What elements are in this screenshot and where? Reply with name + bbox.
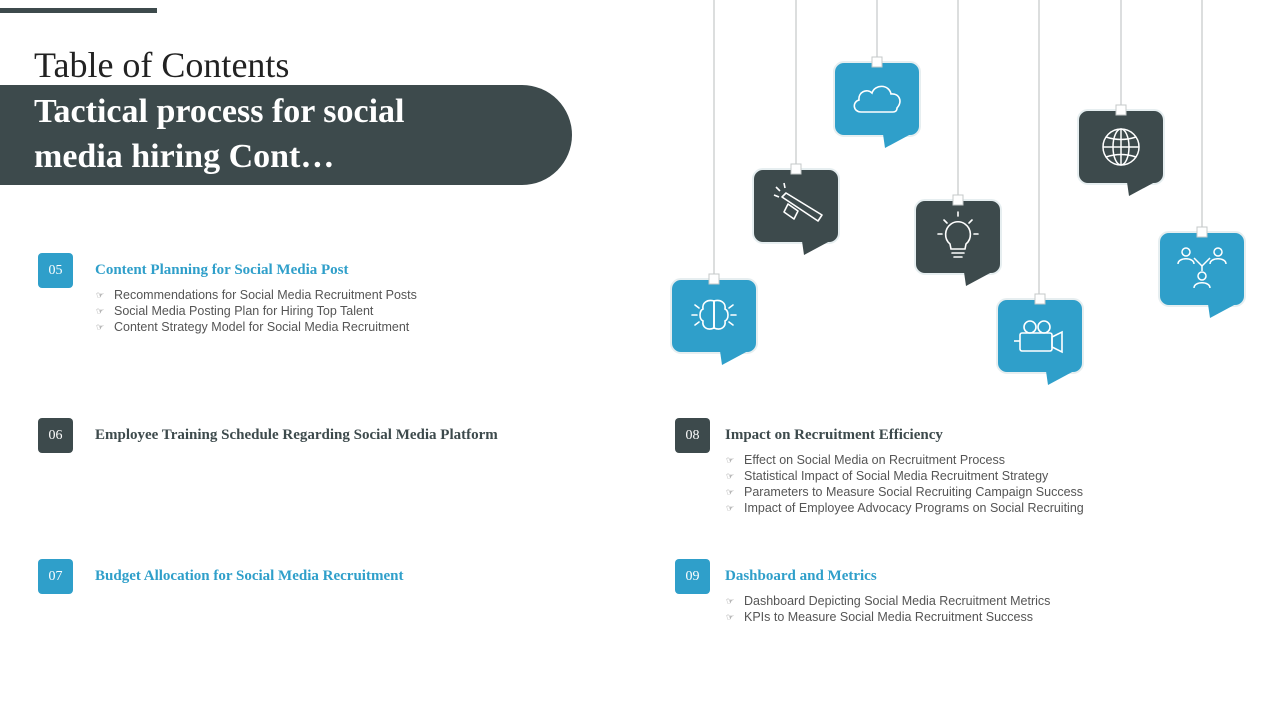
pointing-hand-icon: ☞	[96, 322, 105, 332]
title-line-2: media hiring Cont…	[34, 138, 335, 175]
toc-label: Table of Contents	[34, 45, 290, 85]
brain-tag	[670, 273, 758, 383]
bullet-list	[96, 287, 417, 335]
globe-icon	[1103, 129, 1139, 165]
list-item[interactable]: ☞ KPIs to Measure Social Media Recruitment Success	[726, 610, 1034, 624]
pointing-hand-icon: ☞	[726, 471, 735, 481]
section-title[interactable]: Content Planning for Social Media Post	[95, 262, 349, 278]
section-title[interactable]: Dashboard and Metrics	[725, 568, 877, 584]
list-item[interactable]: ☞ Effect on Social Media on Recruitment Process	[726, 453, 1006, 467]
lightbulb-tag	[914, 194, 1002, 304]
section-number: 08	[675, 418, 710, 453]
megaphone-tag	[752, 163, 840, 273]
globe-tag	[1077, 104, 1165, 214]
section-title[interactable]: Budget Allocation for Social Media Recruitment	[95, 568, 404, 584]
section-number: 05	[38, 253, 73, 288]
network-users-tag	[1158, 226, 1246, 336]
pointing-hand-icon: ☞	[726, 612, 735, 622]
section-title[interactable]: Impact on Recruitment Efficiency	[725, 427, 943, 443]
cloud-tag	[833, 56, 921, 166]
title-line-1: Tactical process for social	[34, 93, 405, 130]
list-item[interactable]: ☞ Social Media Posting Plan for Hiring Top Talent	[96, 304, 374, 318]
bullet-list	[726, 452, 1084, 516]
bullet-list	[726, 593, 1050, 625]
section-number: 09	[675, 559, 710, 594]
pointing-hand-icon: ☞	[96, 290, 105, 300]
section-number: 06	[38, 418, 73, 453]
list-item[interactable]: ☞ Impact of Employee Advocacy Programs on Social Recruiting	[726, 501, 1084, 515]
pointing-hand-icon: ☞	[726, 503, 735, 513]
section-title[interactable]: Employee Training Schedule Regarding Social Media Platform	[95, 427, 498, 443]
pointing-hand-icon: ☞	[96, 306, 105, 316]
list-item[interactable]: ☞ Recommendations for Social Media Recruitment Posts	[96, 288, 417, 302]
pointing-hand-icon: ☞	[726, 487, 735, 497]
list-item[interactable]: ☞ Dashboard Depicting Social Media Recruitment Metrics	[726, 594, 1051, 608]
section-number: 07	[38, 559, 73, 594]
video-camera-tag	[996, 293, 1084, 403]
pointing-hand-icon: ☞	[726, 596, 735, 606]
list-item[interactable]: ☞ Content Strategy Model for Social Media Recruitment	[96, 320, 410, 334]
list-item[interactable]: ☞ Statistical Impact of Social Media Recruitment Strategy	[726, 469, 1049, 483]
pointing-hand-icon: ☞	[726, 455, 735, 465]
list-item[interactable]: ☞ Parameters to Measure Social Recruiting Campaign Success	[726, 485, 1084, 499]
